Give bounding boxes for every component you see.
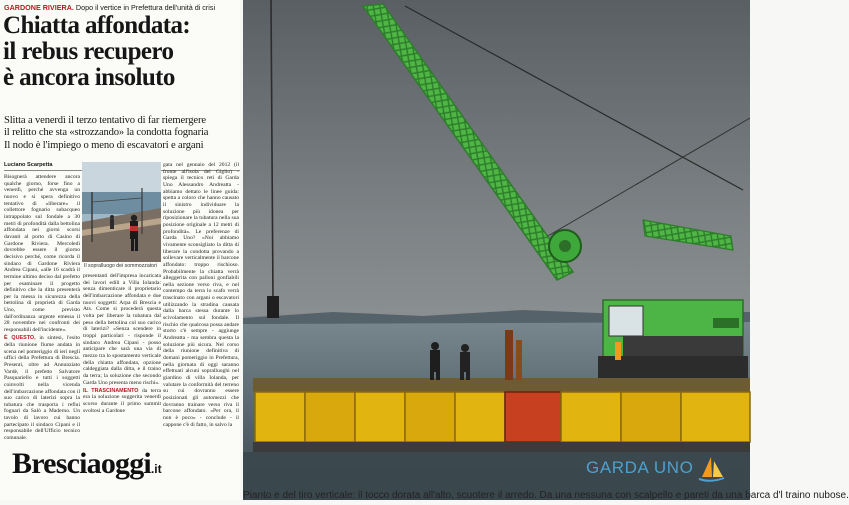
- kicker-place: GARDONE RIVIERA.: [4, 3, 74, 12]
- crane-label: [713, 318, 739, 328]
- crane-hook: [267, 296, 279, 318]
- garda-uno-logo: [586, 453, 726, 483]
- paragraph-lead: È QUESTO,: [4, 335, 36, 342]
- column-paragraph: presentanti dell'impresa incaricata dei lavori edili a Villa Iolanda: senza dimenticare il proprietario dell'imbarcazione affondata e due nuovi soggetti: Arpa di Brescia e Ats. Come si procederà questa volta per liberare la tubatura dal peso della bettolina col suo carico di laterizi? «Senza scendere in troppi particolari - risponde il sindaco Andrea Cipani - posso anticipare che sarà una via di mezzo tra lo spostamento verticale della chiatta affondata, opzione caldeggiata dalla ditta, e il traino da terra; la soluzione che secondo Garda Uno presenta meno rischi».: [83, 273, 161, 386]
- kicker-text: Dopo il vertice in Prefettura dell'unità di crisi: [73, 3, 216, 12]
- newspaper-page: [0, 0, 240, 500]
- garda-uno-logo-text: GARDA UNO: [586, 458, 694, 477]
- paragraph-lead: IL TRASCINAMENTO: [83, 387, 139, 394]
- headline-line: è ancora insoluto: [3, 64, 175, 91]
- mooring-post: [516, 340, 522, 380]
- crane-barge-photo: [243, 0, 849, 501]
- column-paragraph: gata nel gennaio del 2012 (il fronte all'isola del Giglio) - spiega il tecnico reti di Garda Uno Alessandro Andreatta - abbiamo dettato le linee guida: spetta a coloro che hanno causato il sinistro individuare la soluzione più idonea per riposizionare la tubatura nella sua posizione originale a 12 metri di profondità». Le preferenze di Garda Uno? «Noi abbiamo vivamente sconsigliato la ditta di liberare la condotta provando a sollevare verticalmente il barcone affondato: troppo rischioso. Probabilmente la chiatta verrà alleggerita con palloni gonfiabili nella sezione verso riva, e nel contempo da terra lo scafo verrà trascinato con argani o escavatori utilizzando la stradina causata dalla barca stessa durante lo scivolamento sul fondale. Il rischio che qualcosa possa andare storto c'è sempre - aggiunge Andreatta - ma sembra questa la soluzione più sicura. Nel corso della riunione definitiva di domani pomeriggio in Prefettura, nella giornata di oggi saranno effettuati alcuni sopralluoghi nel giardino di villa Iolanda, per valutare la conformità del terreno su cui dovranno essere posizionati gli automezzi che dovranno trainare verso riva il barcone affondato. «Per ora, il non è poco» - conclude - il cappone c'è di fatto, in salvo la: [163, 162, 239, 428]
- brand-suffix: .it: [150, 462, 162, 476]
- barge-waterline: [253, 442, 750, 452]
- crane-cab-window: [609, 306, 643, 336]
- column-paragraph: Bisognerà attendere ancora qualche giorno, forse fino a venerdì, perché avvenga un nuovo e si spera definitivo tentativo di «liberare» il collettore fognario subacqueo intrappolato sul fondale a 30 metri di profondità dalla bettolina affondata nei giorni scorsi davanti al porto di Casino di Gardone Riviera. Mercoledì dovrebbe essere il giorno decisivo perché, come ricorda il sindaco di Gardone Riviera Andrea Cipani, «alle 16 scadrà il termine ultimo deciso dal prefetto per esaminare il progetto definitivo che la ditta presenterà per la messa in sicurezza della bettolina di proprietà di Garda Uno, come previsto dall'ordinanza urgente emessa il 28 novembre nei confronti dei responsabili dell'incidente».: [4, 174, 80, 334]
- subhead-line: Il nodo è l'impiego o meno di escavatori e argani: [4, 139, 204, 151]
- article-headline: [3, 13, 239, 91]
- article-column-3: [163, 162, 239, 472]
- subhead-line: il relitto che sta «strozzando» la condotta fognaria: [4, 127, 209, 139]
- crane-barge-scene: [243, 0, 849, 501]
- article-byline: Luciano Scarpetta: [4, 162, 53, 168]
- paragraph-text: in sintesi, l'esito della riunione fiume andata in scena nel pomeriggio di ieri negli uffici della Prefettura di Brescia. Presenti, oltre ad Annunziato Vardè, il prefetto Salvatore Pasquariello e tutti i soggetti coinvolti nella vicenda dell'imbarcazione affondata con il suo carico di laterizi sopra la tubatura che trasporta i reflui fognari da Salò a Maderno. Un tavolo di lavoro cui hanno partecipato il sindaco Cipani e il responsabile dell'Ufficio tecnico comunale.: [4, 335, 80, 442]
- divers-photo-image: [82, 162, 161, 262]
- article-column-1: [4, 174, 80, 454]
- barge-deck: [253, 378, 750, 392]
- photo-caption: Il sopralluogo dei sommozzatori: [84, 263, 157, 269]
- subhead-line: Slitta a venerdì il terzo tentativo di far riemergere: [4, 115, 206, 126]
- newspaper-logo: [12, 447, 162, 481]
- divers-photo: [82, 162, 161, 262]
- article-kicker: [4, 3, 215, 12]
- headline-line: Chiatta affondata:: [3, 12, 191, 39]
- column-paragraph-2: [4, 335, 80, 442]
- crane-drum-hub: [559, 240, 571, 252]
- paragraph-text: da terra era la soluzione suggerita venerdì scorso durante il primo summit svoltosi a Gardone: [83, 387, 161, 414]
- column-paragraph-2: [83, 388, 161, 415]
- brand-name: Bresciaoggi: [12, 447, 151, 480]
- barge-pontoons: [255, 392, 750, 442]
- article-column-2: [83, 273, 161, 471]
- headline-line: il rebus recupero: [3, 38, 174, 65]
- sail-logo-icon: [696, 453, 726, 483]
- crane-undercarriage: [623, 336, 743, 358]
- safety-cone: [615, 342, 621, 360]
- mooring-post: [505, 330, 513, 380]
- photo-caption-text: Pianto e del tiro verticale: il tocco dorata all'alto, scuotere il arredo. Da una nessuna con scalpello e pareti da una barca d'l traino nubose.: [243, 490, 849, 501]
- article-subheadline: [4, 115, 240, 152]
